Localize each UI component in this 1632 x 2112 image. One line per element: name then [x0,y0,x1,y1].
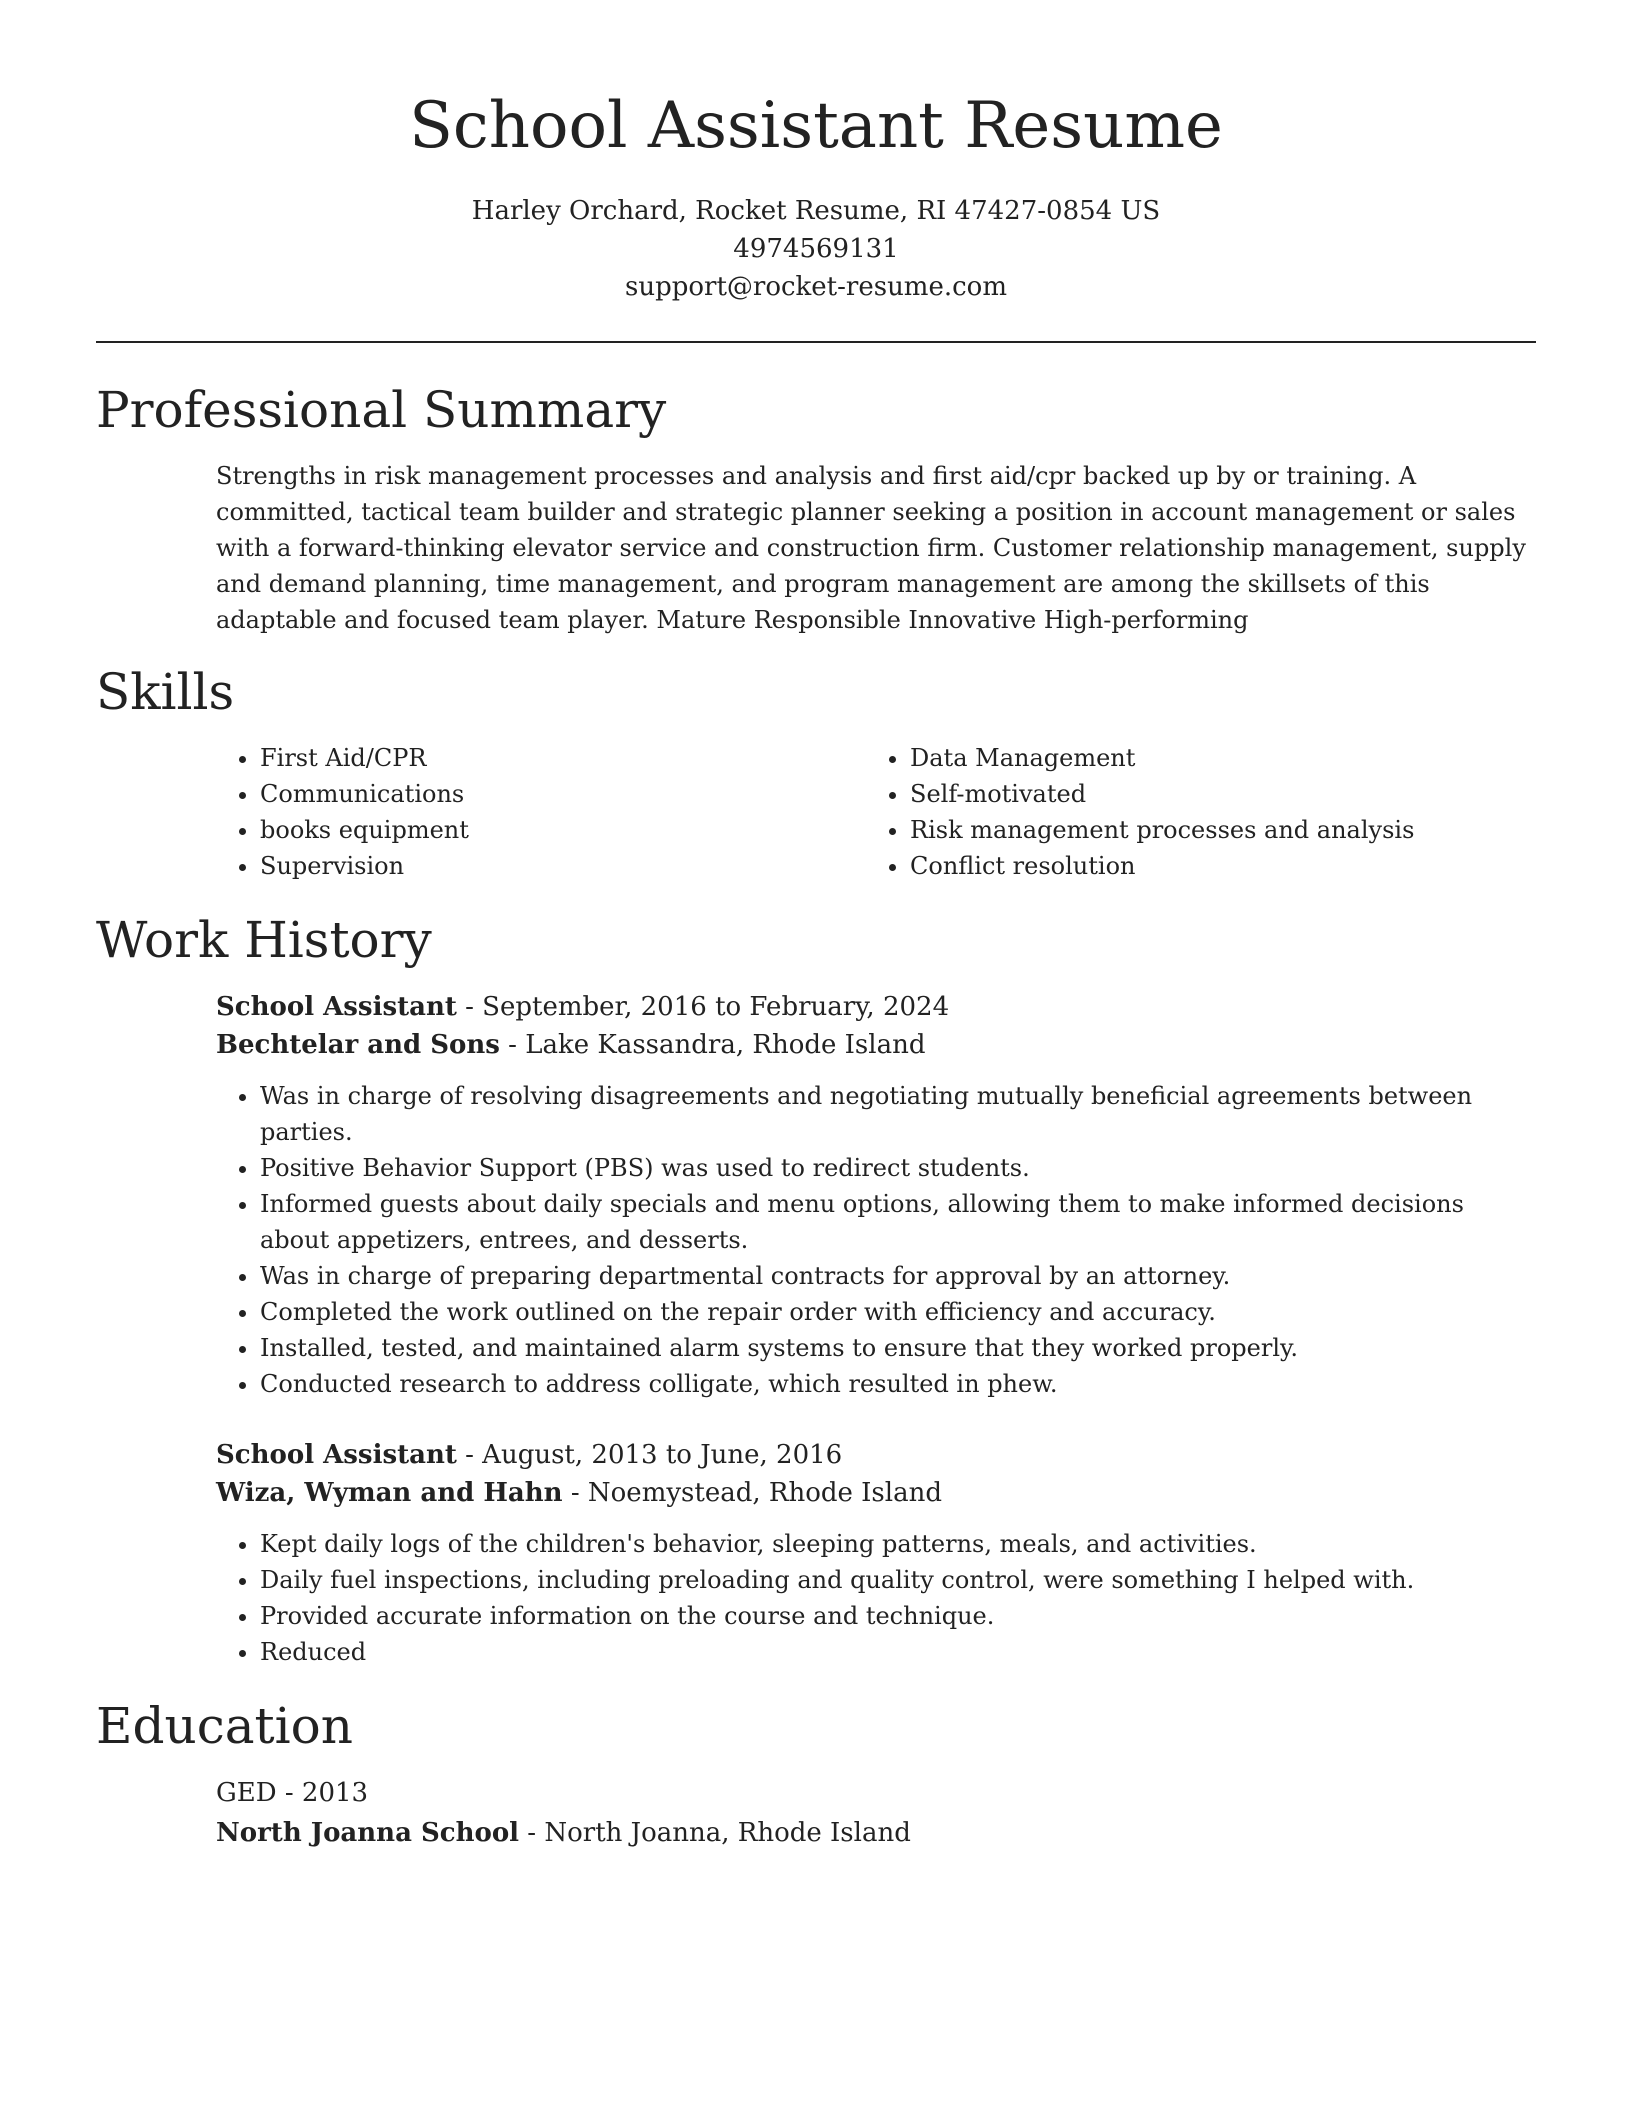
job-title: School Assistant [216,1440,457,1470]
job-dates: - September, 2016 to February, 2024 [456,992,950,1022]
job-entry [216,1436,1536,1670]
skill-item: • Self-motivated [910,776,1526,812]
job-title: School Assistant [216,992,457,1022]
job-bullets [216,1526,1536,1670]
job-bullet: • Installed, tested, and maintained alarm systems to ensure that they worked properly. [260,1330,1536,1366]
job-entry [216,988,1536,1402]
job-bullet: • Kept daily logs of the children's behavior, sleeping patterns, meals, and activities. [260,1526,1536,1562]
phone: 4974569131 [733,234,899,264]
education-entry [216,1774,1536,1852]
school-line [216,1814,1536,1852]
summary-text: Strengths in risk management processes and analysis and first aid/cpr backed up by or training. A committed, tactical team builder and strategic planner seeking a position in account management or sales with a forward-thinking elevator service and construction firm. Customer relationship management, supply and demand planning, time management, and program management are among the skillsets of this adaptable and focused team player. Mature Responsible Innovative High-performing [216,462,1526,634]
job-bullet: • Reduced [260,1634,1536,1670]
skill-item: • Risk management processes and analysis [910,812,1526,848]
skill-item: • books equipment [260,812,856,848]
job-bullet: • Was in charge of resolving disagreements and negotiating mutually beneficial agreements between parties. [260,1078,1536,1150]
skill-item: • First Aid/CPR [260,740,856,776]
resume-title: School Assistant Resume [409,89,1223,163]
skills-section [216,740,1536,890]
job-bullets [216,1078,1536,1402]
degree-line [216,1774,1536,1812]
job-company-line [216,1026,1536,1064]
contact-block [96,192,1536,306]
education-heading: Education [96,1697,353,1755]
degree: GED [216,1778,277,1808]
header-divider [96,341,1536,343]
skill-item: • Communications [260,776,856,812]
job-bullet: • Daily fuel inspections, including preloading and quality control, were something I helped with. [260,1562,1536,1598]
job-bullet: • Provided accurate information on the course and technique. [260,1598,1536,1634]
job-bullet: • Completed the work outlined on the repair order with efficiency and accuracy. [260,1294,1536,1330]
school-name: North Joanna School [216,1818,520,1848]
skill-item: • Data Management [910,740,1526,776]
job-bullet: • Was in charge of preparing departmental contracts for approval by an attorney. [260,1258,1536,1294]
job-company: Wiza, Wyman and Hahn [216,1478,563,1508]
job-location: - Noemystead, Rhode Island [562,1478,942,1508]
summary-heading: Professional Summary [96,381,667,439]
email: support@rocket-resume.com [624,272,1007,302]
job-bullet: • Positive Behavior Support (PBS) was used to redirect students. [260,1150,1536,1186]
skills-column-left [216,740,856,884]
skills-column-right [866,740,1526,884]
job-bullet: • Conducted research to address colligate, which resulted in phew. [260,1366,1536,1402]
job-bullet: • Informed guests about daily specials and menu options, allowing them to make informed decisions about appetizers, entrees, and desserts. [260,1186,1536,1258]
job-title-line [216,988,1536,1026]
job-company: Bechtelar and Sons [216,1030,500,1060]
degree-year: - 2013 [276,1778,369,1808]
skill-item: • Supervision [260,848,856,884]
job-dates: - August, 2013 to June, 2016 [456,1440,843,1470]
summary-section [216,458,1536,638]
school-location: - North Joanna, Rhode Island [519,1818,911,1848]
skill-item: • Conflict resolution [910,848,1526,884]
skills-heading: Skills [96,663,235,721]
job-title-line [216,1436,1536,1474]
job-company-line [216,1474,1536,1512]
job-location: - Lake Kassandra, Rhode Island [499,1030,926,1060]
address: Harley Orchard, Rocket Resume, RI 47427-0854 US [471,196,1161,226]
work-history-heading: Work History [96,911,432,969]
